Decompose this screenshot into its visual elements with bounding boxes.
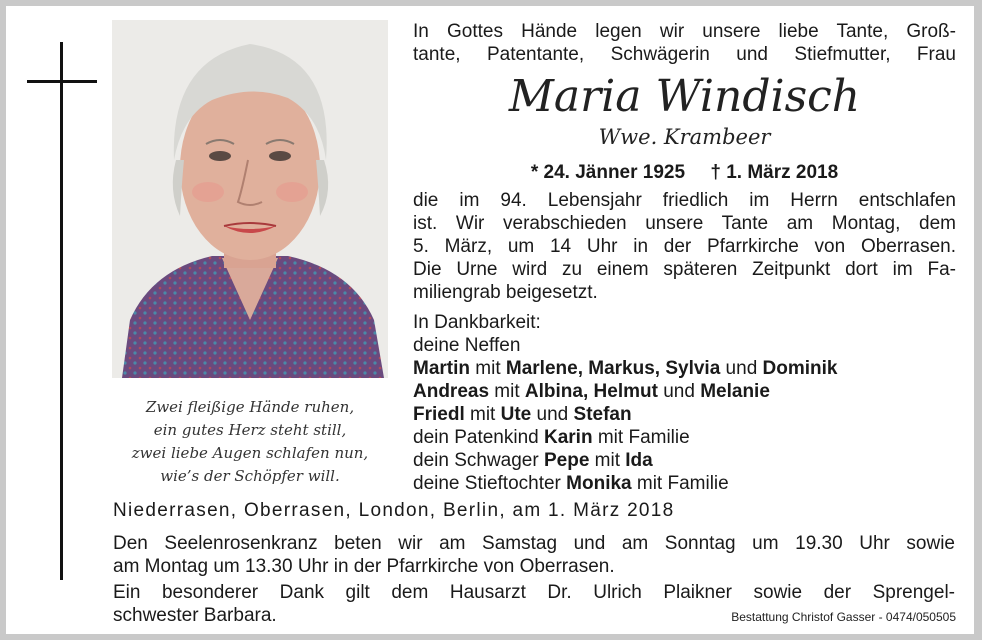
poem-line: zwei liebe Augen schlafen nun, bbox=[131, 444, 369, 462]
connector: mit Familie bbox=[631, 473, 729, 494]
mourner-name: Marlene, Markus, Sylvia bbox=[505, 358, 721, 379]
place-date-line: Niederrasen, Oberrasen, London, Berlin, am 1. März 2018 bbox=[113, 500, 675, 521]
rosary-line: am Montag um 13.30 Uhr in der Pfarrkirche von Oberrasen. bbox=[113, 556, 615, 577]
intro-line: tante, Patentante, Schwägerin und Stiefmutter, Frau bbox=[413, 44, 956, 65]
connector: mit Familie bbox=[592, 427, 690, 448]
body-line: die im 94. Lebensjahr friedlich im Herrn entschlafen bbox=[413, 190, 956, 211]
mourner-name: Stefan bbox=[573, 404, 632, 425]
relation: dein Schwager bbox=[413, 450, 544, 471]
poem-line: wie’s der Schöpfer will. bbox=[160, 467, 340, 485]
connector: mit bbox=[470, 358, 506, 379]
mourner-row bbox=[413, 403, 956, 426]
birth-date: * 24. Jänner 1925 bbox=[530, 162, 686, 183]
undertaker-credit: Bestattung Christof Gasser - 0474/050505 bbox=[731, 610, 956, 624]
place-date bbox=[113, 499, 955, 522]
mourner-name: Friedl bbox=[413, 404, 465, 425]
connector: mit bbox=[464, 404, 501, 425]
connector: und bbox=[531, 404, 574, 425]
mourner-name: Andreas bbox=[413, 381, 490, 402]
connector: und bbox=[657, 381, 701, 402]
connector: mit bbox=[489, 381, 525, 402]
connector: und bbox=[720, 358, 763, 379]
mourner-name: Melanie bbox=[700, 381, 770, 402]
mourner-name: Albina, Helmut bbox=[524, 381, 658, 402]
announcement-body bbox=[413, 189, 956, 304]
body-line: Die Urne wird zu einem späteren Zeitpunkt dort im Fa- bbox=[413, 259, 956, 280]
death-date: † 1. März 2018 bbox=[710, 162, 839, 183]
mourner-name: Monika bbox=[566, 473, 632, 494]
poem-line: ein gutes Herz steht still, bbox=[153, 421, 347, 439]
mourner-row bbox=[413, 380, 956, 403]
connector: mit bbox=[589, 450, 626, 471]
mourner-row bbox=[413, 357, 956, 380]
mourner-name: Karin bbox=[544, 427, 593, 448]
cross-symbol bbox=[60, 42, 63, 580]
poem-line: Zwei fleißige Hände ruhen, bbox=[145, 398, 355, 416]
deceased-name: Maria Windisch bbox=[508, 71, 861, 122]
memorial-poem bbox=[110, 396, 390, 488]
mourner-name: Martin bbox=[413, 358, 470, 379]
mourner-name: Ute bbox=[500, 404, 532, 425]
body-line: miliengrab beigesetzt. bbox=[413, 282, 598, 303]
intro-text bbox=[413, 20, 956, 66]
relation: dein Patenkind bbox=[413, 427, 544, 448]
relation: deine Stieftochter bbox=[413, 473, 567, 494]
rosary-line: Den Seelenrosenkranz beten wir am Samstag und am Sonntag um 19.30 Uhr sowie bbox=[113, 533, 955, 554]
mourner-name: Pepe bbox=[543, 450, 590, 471]
thanks-line: Ein besonderer Dank gilt dem Hausarzt Dr. Ulrich Plaikner sowie der Sprengel- bbox=[113, 582, 955, 603]
mourner-row bbox=[413, 449, 956, 472]
intro-line: In Gottes Hände legen wir unsere liebe Tante, Groß- bbox=[413, 21, 956, 42]
mourners-list bbox=[413, 311, 956, 495]
thanks-line: schwester Barbara. bbox=[113, 605, 277, 626]
gratitude-label: In Dankbarkeit: bbox=[413, 312, 541, 333]
life-dates bbox=[413, 161, 956, 184]
mourner-row bbox=[413, 426, 956, 449]
rosary-notice bbox=[113, 532, 955, 578]
body-line: 5. März, um 14 Uhr in der Pfarrkirche von Oberrasen. bbox=[413, 236, 956, 257]
cross-symbol-bar bbox=[27, 80, 97, 83]
body-line: ist. Wir verabschieden unsere Tante am Montag, dem bbox=[413, 213, 956, 234]
mourner-name: Dominik bbox=[762, 358, 838, 379]
mourner-row bbox=[413, 472, 956, 495]
nephews-label: deine Neffen bbox=[413, 335, 521, 356]
widow-of: Wwe. Krambeer bbox=[598, 125, 771, 149]
portrait-photo bbox=[112, 20, 388, 378]
mourner-name: Ida bbox=[625, 450, 653, 471]
